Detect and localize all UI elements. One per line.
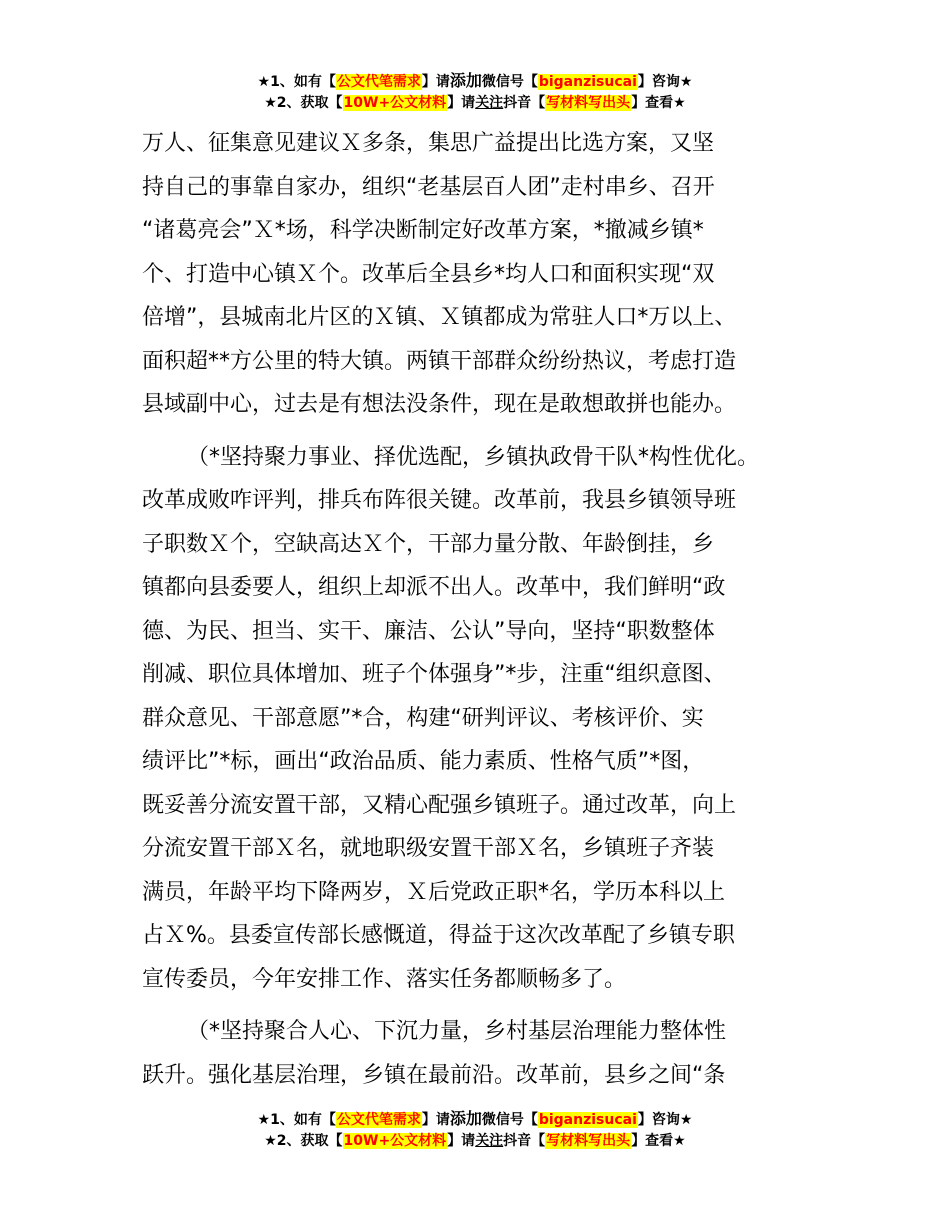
text-line: 县域副中心，过去是有想法没条件，现在是敢想敢拼也能办。 (142, 392, 737, 417)
banner-line-1 (0, 1108, 950, 1131)
banner-emphasis: 关注 (475, 1133, 504, 1149)
banner-emphasis: 添加 (449, 71, 482, 90)
text-line: 占Ｘ%。县委宣传部长感慨道，得益于这次改革配了乡镇专职 (142, 923, 735, 948)
banner-text: 】请 (421, 74, 450, 90)
highlight-materials: 10W+公文材料 (343, 95, 447, 111)
highlight-materials: 10W+公文材料 (343, 1133, 447, 1149)
banner-text: 】查看★ (631, 95, 686, 111)
text-line: 德、为民、担当、实干、廉洁、公认”导向，坚持“职数整体 (142, 618, 715, 644)
highlight-service: 公文代笔需求 (336, 1112, 421, 1128)
highlight-douyin-account: 写材料写出头 (546, 95, 631, 111)
banner-text: 】查看★ (631, 1133, 686, 1149)
text-line: 削减、职位具体增加、班子个体强身”*步，注重“组织意图、 (142, 662, 726, 687)
text-line: 万人、征集意见建议Ｘ多条，集思广益提出比选方案，又坚 (142, 131, 715, 156)
banner-text: 】咨询★ (637, 1112, 693, 1128)
text-line: 倍增”，县城南北片区的Ｘ镇、Ｘ镇都成为常驻人口*万以上、 (142, 305, 737, 330)
banner-text: ★2、获取【 (264, 95, 343, 111)
banner-text: 微信号【 (481, 74, 538, 90)
text-line: 既妥善分流安置干部，又精心配强乡镇班子。通过改革，向上 (142, 792, 737, 818)
text-line: （*坚持聚力事业、择优选配，乡镇执政骨干队*构性优化。 (187, 444, 760, 470)
footer-banner (0, 1108, 950, 1152)
text-line: 面积超**方公里的特大镇。两镇干部群众纷纷热议，考虑打造 (142, 348, 737, 374)
header-banner (0, 70, 950, 114)
paragraph (142, 436, 822, 1002)
highlight-service: 公文代笔需求 (336, 74, 421, 90)
banner-line-2 (0, 1131, 950, 1152)
highlight-douyin-account: 写材料写出头 (546, 1133, 631, 1149)
banner-text: ★1、如有【 (257, 1112, 336, 1128)
banner-line-1 (0, 70, 950, 93)
highlight-wechat-id: biganzisucai (538, 74, 637, 90)
banner-text: 】请 (421, 1112, 450, 1128)
text-line: 绩评比”*标，画出“政治品质、能力素质、性格气质”*图， (142, 749, 705, 774)
banner-text: ★2、获取【 (264, 1133, 343, 1149)
banner-line-2 (0, 93, 950, 114)
text-line: “诸葛亮会”Ｘ*场，科学决断制定好改革方案，*撤减乡镇* (142, 218, 704, 243)
text-line: 个、打造中心镇Ｘ个。改革后全县乡*均人口和面积实现“双 (142, 261, 715, 287)
text-line: 改革成败咋评判，排兵布阵很关键。改革前，我县乡镇领导班 (142, 488, 737, 513)
banner-text: 】咨询★ (637, 74, 693, 90)
text-line: 群众意见、干部意愿”*合，构建“研判评议、考核评价、实 (142, 705, 704, 731)
banner-text: 】请 (447, 95, 476, 111)
banner-text: 抖音【 (503, 1133, 546, 1149)
text-line: 宣传委员，今年安排工作、落实任务都顺畅多了。 (142, 966, 627, 992)
text-line: 分流安置干部Ｘ名，就地职级安置干部Ｘ名，乡镇班子齐装 (142, 836, 715, 861)
banner-text: 】请 (447, 1133, 476, 1149)
text-line: 镇都向县委要人，组织上却派不出人。改革中，我们鲜明“政 (142, 575, 726, 600)
text-line: （*坚持聚合人心、下沉力量，乡村基层治理能力整体性 (187, 1019, 727, 1044)
banner-text: ★1、如有【 (257, 74, 336, 90)
banner-emphasis: 添加 (449, 1109, 482, 1128)
text-line: 跃升。强化基层治理，乡镇在最前沿。改革前，县乡之间“条 (142, 1062, 726, 1088)
banner-text: 抖音【 (503, 95, 546, 111)
text-line: 满员，年龄平均下降两岁，Ｘ后党政正职*名，学历本科以上 (142, 879, 726, 905)
text-line: 持自己的事靠自家办，组织“老基层百人团”走村串乡、召开 (142, 174, 715, 200)
paragraph (142, 1010, 822, 1097)
banner-emphasis: 关注 (475, 95, 504, 111)
banner-text: 微信号【 (481, 1112, 538, 1128)
document-body (142, 122, 822, 1097)
paragraph (142, 122, 822, 427)
text-line: 子职数Ｘ个，空缺高达Ｘ个，干部力量分散、年龄倒挂，乡 (142, 531, 715, 557)
highlight-wechat-id: biganzisucai (538, 1112, 637, 1128)
